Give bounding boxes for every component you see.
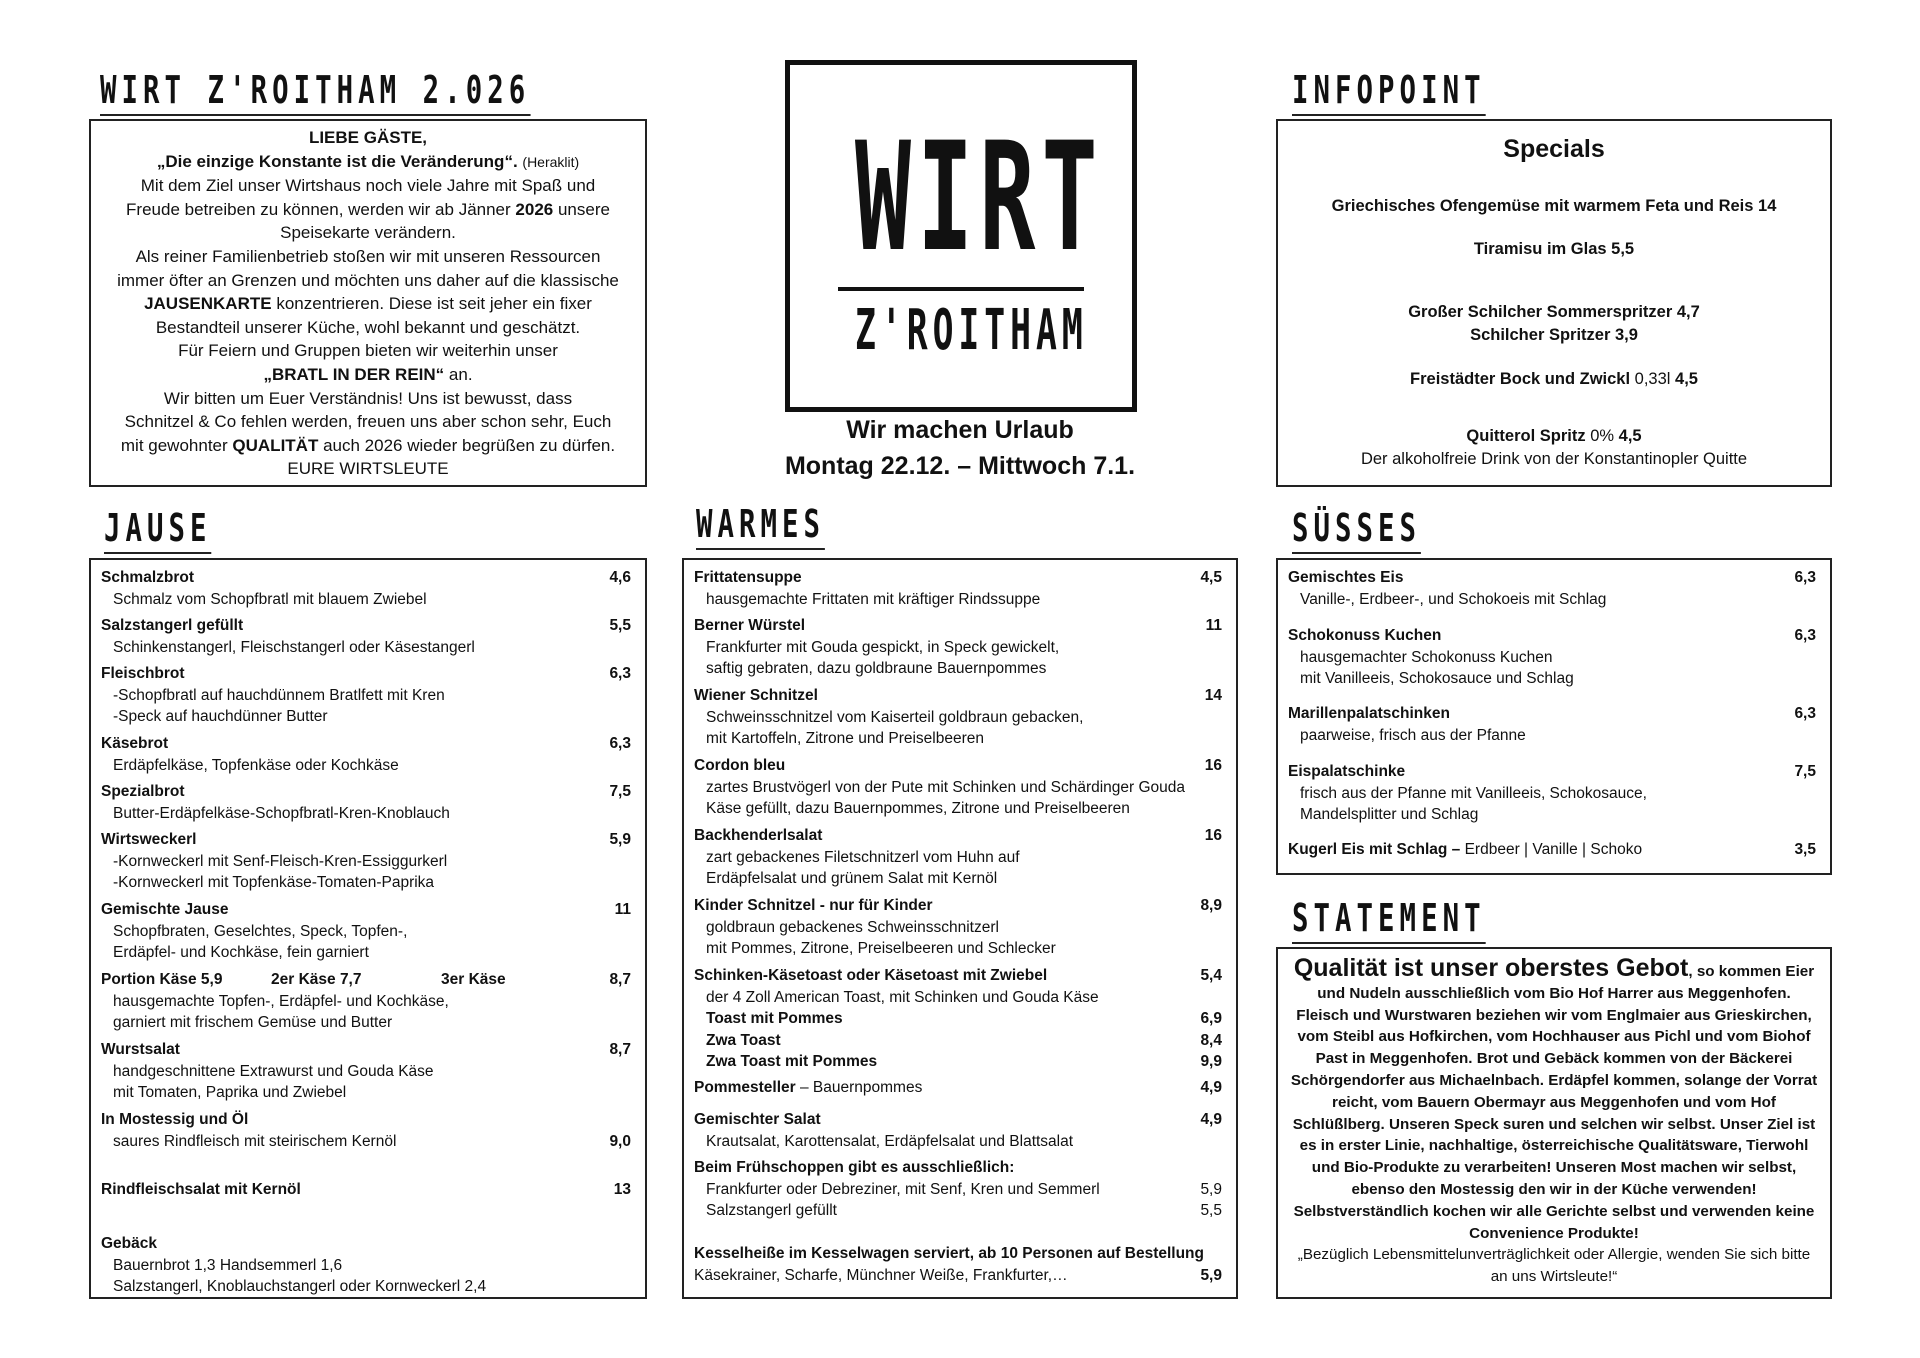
- logo-main-text: WIRT: [854, 111, 1104, 285]
- menu-item: Wirtsweckerl 5,9 -Kornweckerl mit Senf-Fleisch-Kren-Essiggurkerl -Kornweckerl mit Topfenkäse-Tomaten-Paprika: [101, 831, 631, 891]
- menu-item: Frittatensuppe 4,5 hausgemachte Frittaten mit kräftiger Rindssuppe: [694, 569, 1222, 608]
- price: 4,9: [1200, 1111, 1222, 1128]
- menu-item: Kugerl Eis mit Schlag – Erdbeer | Vanille | Schoko 3,5: [1288, 839, 1816, 861]
- special-size: 0,33l: [1634, 370, 1671, 388]
- menu-item: Pommesteller – Bauernpommes 4,9: [694, 1077, 1222, 1099]
- special-name: Quitterol Spritz: [1466, 427, 1586, 445]
- intro-qualitaet: QUALITÄT: [232, 435, 319, 455]
- menu-item: Backhenderlsalat 16 zart gebackenes Filetschnitzerl vom Huhn auf Erdäpfelsalat und grünem Salat mit Kernöl: [694, 827, 1222, 887]
- price: 5,9: [1200, 1266, 1222, 1284]
- heading-title: WIRT Z'ROITHAM 2.026: [100, 68, 530, 116]
- price: 11: [1205, 617, 1222, 634]
- price: 6,3: [1794, 627, 1816, 644]
- special-item: [1278, 368, 1830, 391]
- price: 8,9: [1200, 897, 1222, 914]
- intro-line: immer öfter an Grenzen und möchten uns daher auf die klassische: [117, 270, 619, 290]
- heading-warmes: WARMES: [696, 502, 825, 550]
- toast-item: Zwa Toast mit Pommes 9,9: [694, 1051, 1222, 1073]
- heading-statement: STATEMENT: [1292, 896, 1486, 944]
- special-note: Der alkoholfreie Drink von der Konstantinopler Quitte: [1360, 450, 1748, 468]
- intro-line: Bestandteil unserer Küche, wohl bekannt und geschätzt.: [155, 317, 581, 337]
- jause-box: [89, 558, 647, 1299]
- special-item: [1278, 425, 1830, 448]
- price: 7,5: [1794, 763, 1816, 780]
- quote: „Die einzige Konstante ist die Veränderung“.: [156, 151, 518, 171]
- logo-rule: [838, 287, 1084, 291]
- allergy-note: „Bezüglich Lebensmittelunverträglichkeit oder Allergie, wenden Sie sich bitte an uns Wirtsleute!“: [1297, 1246, 1811, 1286]
- statement-box: [1276, 947, 1832, 1299]
- heading-jause: JAUSE: [104, 506, 212, 554]
- price: 6,3: [1794, 569, 1816, 586]
- price: 8,4: [1200, 1031, 1222, 1049]
- menu-item: Gemischtes Eis 6,3 Vanille-, Erdbeer-, und Schokoeis mit Schlag: [1288, 569, 1816, 608]
- intro-text: auch 2026 wieder begrüßen zu dürfen.: [323, 435, 616, 455]
- intro-text: Freude betreiben zu können, werden wir ab Jänner: [126, 199, 511, 219]
- special-item: Schilcher Spritzer 3,9: [1470, 326, 1638, 344]
- intro-year: 2026: [515, 199, 554, 219]
- menu-item: Gebäck Bauernbrot 1,3 Handsemmerl 1,6 Salzstangerl, Knoblauchstangerl oder Kornweckerl 2,4: [101, 1235, 487, 1295]
- intro-jausenkarte: JAUSENKARTE: [144, 294, 272, 314]
- vacation-line-2: Montag 22.12. – Mittwoch 7.1.: [784, 452, 1136, 480]
- menu-item: Portion Käse 5,9 2er Käse 7,7 3er Käse 8,7 hausgemachte Topfen-, Erdäpfel- und Kochkäse, garniert mit frischem Gemüse und Butter: [101, 971, 631, 1031]
- menu-item: Wiener Schnitzel 14 Schweinsschnitzel vom Kaiserteil goldbraun gebacken, mit Kartoffeln, Zitrone und Preiselbeeren: [694, 687, 1222, 747]
- menu-item: Kesselheiße im Kesselwagen serviert, ab 10 Personen auf Bestellung Käsekrainer, Scharfe, Münchner Weiße, Frankfurter,… 5,9: [694, 1243, 1222, 1286]
- special-item: Großer Schilcher Sommerspritzer 4,7: [1408, 303, 1700, 321]
- intro-text: konzentrieren. Diese ist seit jeher ein fixer: [276, 294, 592, 314]
- intro-text: mit gewohnter: [120, 435, 228, 455]
- intro-line: Speisekarte verändern.: [280, 223, 456, 243]
- price: 5,9: [1200, 1180, 1222, 1198]
- price: 5,4: [1200, 967, 1222, 984]
- price: 9,0: [609, 1132, 631, 1150]
- intro-line: Wir bitten um Euer Verständnis! Uns ist bewusst, dass: [163, 388, 573, 408]
- special-item: Tiramisu im Glas 5,5: [1473, 240, 1635, 258]
- price: 7,5: [609, 783, 631, 800]
- price: 16: [1204, 827, 1222, 844]
- menu-item: Schinken-Käsetoast oder Käsetoast mit Zwiebel 5,4 der 4 Zoll American Toast, mit Schinken und Gouda Käse: [694, 967, 1222, 1006]
- toast-item: Toast mit Pommes 6,9: [694, 1008, 1222, 1030]
- special-name: Freistädter Bock und Zwickl: [1410, 370, 1631, 388]
- menu-item: Berner Würstel 11 Frankfurter mit Gouda gespickt, in Speck gewickelt, saftig gebraten, dazu goldbraune Bauernpommes: [694, 617, 1222, 677]
- menu-item: Eispalatschinke 7,5 frisch aus der Pfanne mit Vanilleeis, Schokosauce, Mandelsplitter und Schlag: [1288, 763, 1816, 823]
- logo: [785, 60, 1137, 412]
- vacation-line-1: Wir machen Urlaub: [846, 416, 1074, 444]
- special-item: Griechisches Ofengemüse mit warmem Feta und Reis 14: [1331, 197, 1777, 215]
- menu-item: Fleischbrot 6,3 -Schopfbratl auf hauchdünnem Bratlfett mit Kren -Speck auf hauchdünner Butter: [101, 665, 631, 725]
- special-size: 0%: [1590, 427, 1615, 445]
- intro-text: an.: [448, 364, 473, 384]
- intro-box: [89, 119, 647, 487]
- menu-item: Cordon bleu 16 zartes Brustvögerl von der Pute mit Schinken und Schärdinger Gouda Käse gefüllt, dazu Bauernpommes, Zitrone und Preiselbeeren: [694, 757, 1222, 817]
- price: 4,9: [1200, 1079, 1222, 1096]
- price: 5,5: [1200, 1202, 1222, 1219]
- menu-item: Beim Frühschoppen gibt es ausschließlich: Frankfurter oder Debreziner, mit Senf, Kren und Semmerl 5,9 Salzstangerl gefüllt 5,5: [694, 1157, 1222, 1222]
- menu-item: Schmalzbrot 4,6 Schmalz vom Schopfbratl mit blauem Zwiebel: [101, 569, 631, 608]
- intro-line: Als reiner Familienbetrieb stoßen wir mit unseren Ressourcen: [135, 246, 601, 266]
- price: 8,7: [609, 1041, 631, 1058]
- intro-line: Für Feiern und Gruppen bieten wir weiterhin unser: [178, 341, 558, 361]
- price: 3,5: [1794, 841, 1816, 858]
- menu-item: Kinder Schnitzel - nur für Kinder 8,9 goldbraun gebackenes Schweinsschnitzerl mit Pommes, Zitrone, Preiselbeeren und Schlecker: [694, 897, 1222, 957]
- menu-item: Rindfleischsalat mit Kernöl 13: [101, 1179, 631, 1201]
- logo-sub-text: Z'ROITHAM: [854, 298, 1088, 363]
- warmes-box: [682, 558, 1238, 1299]
- price: 6,3: [609, 665, 631, 682]
- menu-item: Schokonuss Kuchen 6,3 hausgemachter Schokonuss Kuchen mit Vanilleeis, Schokosauce und Schlag: [1288, 627, 1816, 687]
- special-price: 4,5: [1675, 370, 1698, 388]
- statement-headline: Qualität ist unser oberstes Gebot: [1293, 954, 1689, 982]
- greeting: LIEBE GÄSTE,: [308, 128, 428, 147]
- price: 6,3: [609, 735, 631, 752]
- intro-bratl: „BRATL IN DER REIN“: [263, 364, 445, 384]
- suesses-box: [1276, 558, 1832, 875]
- statement-text: , so kommen Eier und Nudeln ausschließlich vom Bio Hof Harrer aus Meggenhofen. Fleisch und Wurstwaren beziehen wir vom Englmaier aus Grieskirchen, vom Steibl aus Hofkirchen, vom Hochhauser aus Pichl und vom Biohof Past in Meggenhofen. Brot und Gebäck kommen von der Bäckerei Schörgendorfer aus Michaelnbach. Erdäpfel kommen, solange der Vorrat reicht, vom Bauern Obermayr aus Meggenhofen und vom Hof Schlüßlberg. Unseren Speck suren und selchen wir selbst. Unser Ziel ist es in erster Linie, nachhaltige, österreichische Qualitätsware, Tierwohl und Bio-Produkte zu verarbeiten! Unseren Most machen wir selbst, ebenso den Mostessig den wir in der Küche verwenden! Selbstverständlich kochen wir alle Gerichte selbst und verwenden keine Convenience Produkte!: [1290, 963, 1818, 1242]
- intro-signature: EURE WIRTSLEUTE: [287, 459, 449, 479]
- toast-item: Zwa Toast 8,4: [694, 1030, 1222, 1052]
- price: 4,6: [609, 569, 631, 586]
- price: 16: [1204, 757, 1222, 774]
- menu-item: Käsebrot 6,3 Erdäpfelkäse, Topfenkäse oder Kochkäse: [101, 735, 631, 774]
- price: 9,9: [1200, 1053, 1222, 1070]
- price: 5,9: [609, 831, 631, 848]
- menu-item: Marillenpalatschinken 6,3 paarweise, frisch aus der Pfanne: [1288, 705, 1816, 744]
- price: 8,7: [609, 971, 631, 988]
- intro-text: unsere: [557, 199, 610, 219]
- menu-item: Gemischte Jause 11 Schopfbraten, Geselchtes, Speck, Topfen-, Erdäpfel- und Kochkäse, fein garniert: [101, 901, 631, 961]
- price: 5,5: [609, 617, 631, 634]
- intro-line: Mit dem Ziel unser Wirtshaus noch viele Jahre mit Spaß und: [140, 176, 596, 196]
- specials-box: [1276, 119, 1832, 487]
- heading-suesses: SÜSSES: [1292, 506, 1421, 554]
- specials-title: Specials: [1503, 135, 1605, 163]
- price: 4,5: [1200, 569, 1222, 586]
- price: 13: [613, 1181, 631, 1198]
- vacation-notice: [700, 412, 1220, 484]
- price: 14: [1204, 687, 1222, 704]
- menu-item: Spezialbrot 7,5 Butter-Erdäpfelkäse-Schopfbratl-Kren-Knoblauch: [101, 783, 631, 822]
- menu-item: In Mostessig und Öl 9,0 saures Rindfleisch mit steirischem Kernöl: [101, 1109, 631, 1152]
- menu-item: Wurstsalat 8,7 handgeschnittene Extrawurst und Gouda Käse mit Tomaten, Paprika und Zwiebel: [101, 1041, 631, 1101]
- price: 6,3: [1794, 705, 1816, 722]
- menu-item: Salzstangerl gefüllt 5,5 Schinkenstangerl, Fleischstangerl oder Käsestangerl: [101, 617, 631, 656]
- intro-line: Schnitzel & Co fehlen werden, freuen uns aber schon sehr, Euch: [124, 412, 612, 432]
- menu-item: Gemischter Salat 4,9 Krautsalat, Karottensalat, Erdäpfelsalat und Blattsalat: [694, 1111, 1222, 1150]
- price: 6,9: [1200, 1010, 1222, 1027]
- heading-infopoint: INFOPOINT: [1292, 68, 1486, 116]
- price: 11: [614, 901, 631, 918]
- quote-author: (Heraklit): [522, 153, 580, 170]
- special-price: 4,5: [1618, 427, 1642, 445]
